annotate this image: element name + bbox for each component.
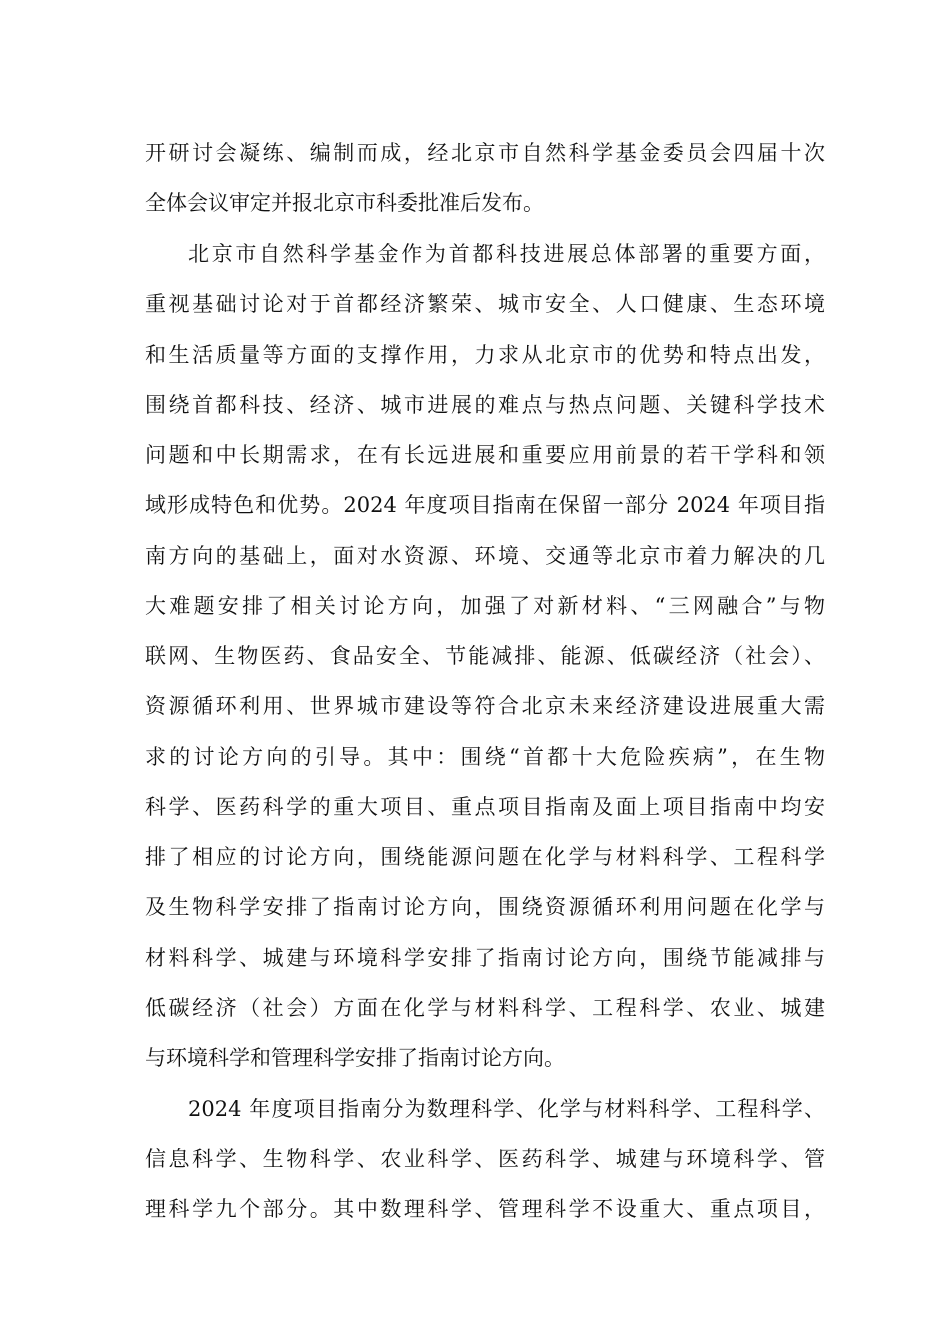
text-line: 北京市自然科学基金作为首都科技进展总体部署的重要方面，: [188, 242, 825, 266]
text-line: 大难题安排了相关讨论方向，加强了对新材料、“三网融合”与物: [145, 594, 825, 618]
text-line: 科学、医药科学的重大项目、重点项目指南及面上项目指南中均安: [145, 795, 825, 819]
text-line: 围绕首都科技、经济、城市进展的难点与热点问题、关键科学技术: [145, 393, 825, 417]
text-line: 求的讨论方向的引导。其中：围绕“首都十大危险疾病”，在生物: [145, 745, 825, 769]
text-line: 和生活质量等方面的支撑作用，力求从北京市的优势和特点出发，: [145, 343, 825, 367]
text-line: 2024 年度项目指南分为数理科学、化学与材料科学、工程科学、: [188, 1097, 825, 1121]
text-line: 及生物科学安排了指南讨论方向，围绕资源循环利用问题在化学与: [145, 895, 825, 919]
text-line: 重视基础讨论对于首都经济繁荣、城市安全、人口健康、生态环境: [145, 292, 825, 316]
text-line: 域形成特色和优势。2024 年度项目指南在保留一部分 2024 年项目指: [145, 493, 825, 517]
text-line: 材料科学、城建与环境科学安排了指南讨论方向，围绕节能减排与: [145, 946, 825, 970]
text-line: 问题和中长期需求，在有长远进展和重要应用前景的若干学科和领: [145, 443, 825, 467]
text-line: 排了相应的讨论方向，围绕能源问题在化学与材料科学、工程科学: [145, 845, 825, 869]
text-line: 信息科学、生物科学、农业科学、医药科学、城建与环境科学、管: [145, 1147, 825, 1171]
text-line: 开研讨会凝练、编制而成，经北京市自然科学基金委员会四届十次: [145, 141, 825, 165]
text-line: 资源循环利用、世界城市建设等符合北京未来经济建设进展重大需: [145, 694, 825, 718]
text-line: 全体会议审定并报北京市科委批准后发布。: [145, 191, 544, 215]
text-line: 理科学九个部分。其中数理科学、管理科学不设重大、重点项目，: [145, 1197, 825, 1221]
text-line: 联网、生物医药、食品安全、节能减排、能源、低碳经济（社会）、: [145, 644, 825, 668]
text-line: 南方向的基础上，面对水资源、环境、交通等北京市着力解决的几: [145, 544, 825, 568]
text-line: 与环境科学和管理科学安排了指南讨论方向。: [145, 1046, 565, 1070]
text-line: 低碳经济（社会）方面在化学与材料科学、工程科学、农业、城建: [145, 996, 825, 1020]
